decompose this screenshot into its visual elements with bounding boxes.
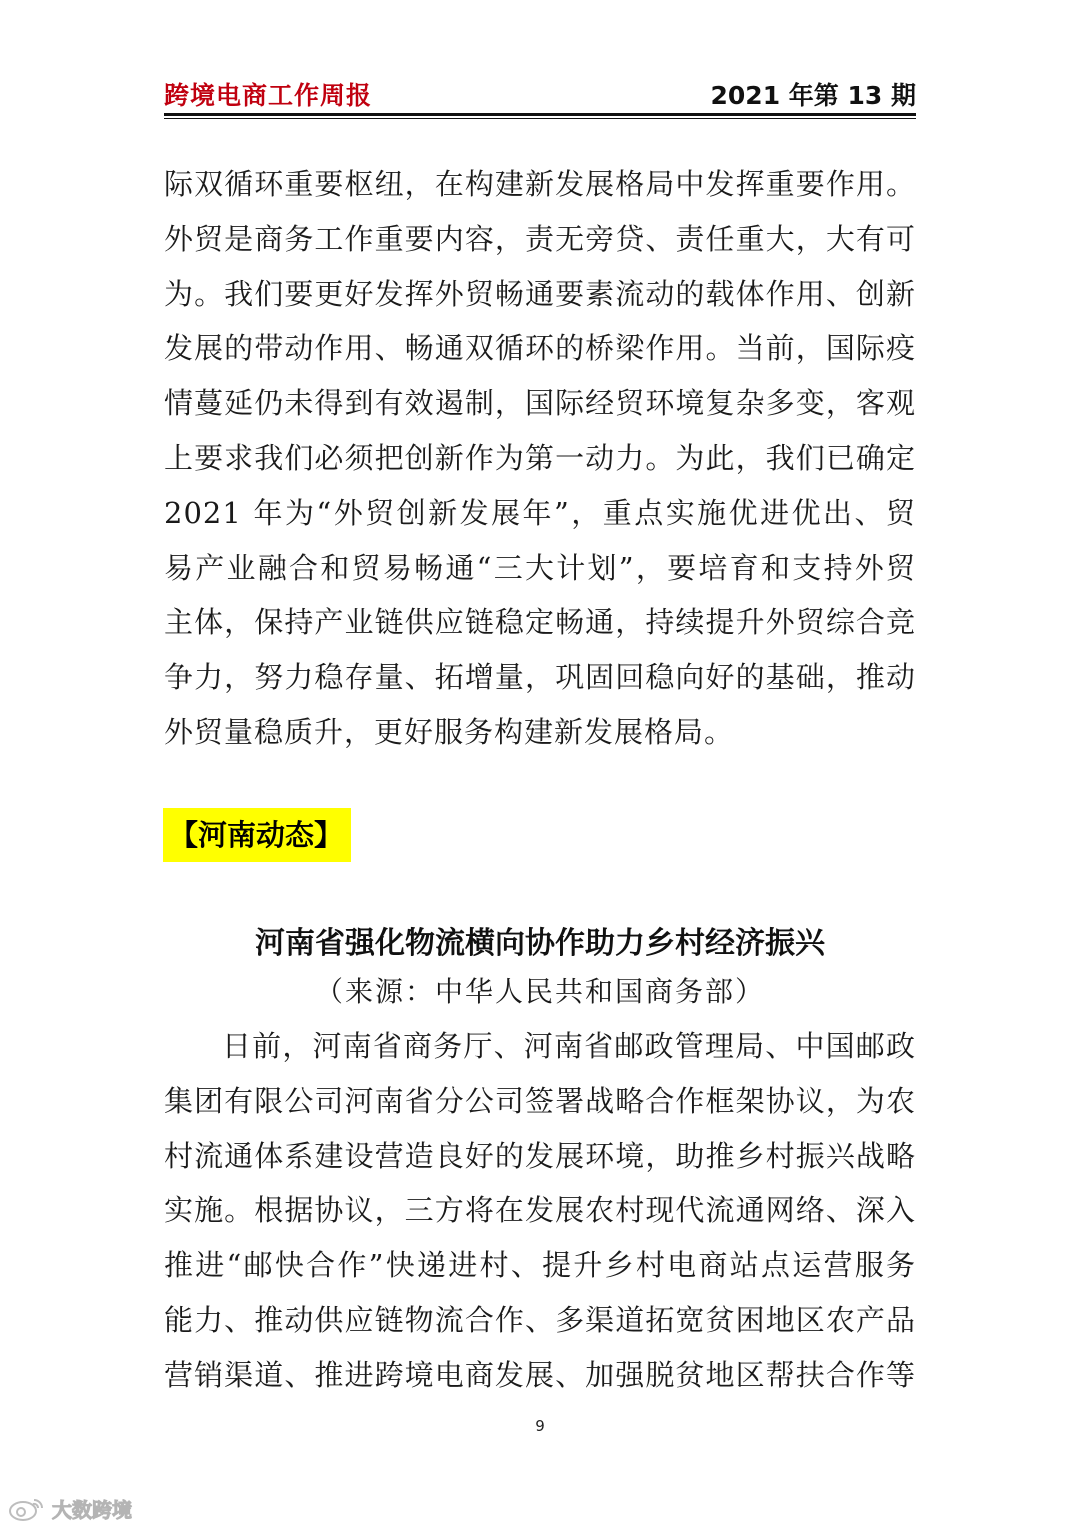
paragraph-line: 发展的带动作用、畅通双循环的桥梁作用。当前，国际疫 xyxy=(164,331,916,366)
issue-number: 2021 年第 13 期 xyxy=(710,81,916,110)
paragraph-line: 情蔓延仍未得到有效遏制，国际经贸环境复杂多变，客观 xyxy=(164,386,916,421)
publication-title: 跨境电商工作周报 xyxy=(164,81,373,110)
paragraph-line: 外贸量稳质升，更好服务构建新发展格局。 xyxy=(164,714,735,749)
paragraph-line: 村流通体系建设营造良好的发展环境，助推乡村振兴战略 xyxy=(164,1138,916,1173)
section-tag-henan-news: 【河南动态】 xyxy=(163,808,351,862)
weibo-logo-icon xyxy=(8,1494,46,1522)
article-body xyxy=(164,1019,916,1403)
watermark xyxy=(8,1493,132,1523)
watermark-text: 大数跨境 xyxy=(52,1497,132,1522)
paragraph-line: 推进“邮快合作”快递进村、提升乡村电商站点运营服务 xyxy=(164,1248,916,1283)
header-divider xyxy=(164,113,916,119)
paragraph-line: 营销渠道、推进跨境电商发展、加强脱贫地区帮扶合作等 xyxy=(164,1357,916,1392)
page-number: 9 xyxy=(535,1417,545,1435)
paragraph-line: 实施。根据协议，三方将在发展农村现代流通网络、深入 xyxy=(164,1193,916,1228)
paragraph-line: 争力，努力稳存量、拓增量，巩固回稳向好的基础，推动 xyxy=(164,660,916,695)
paragraph-line: 际双循环重要枢纽，在构建新发展格局中发挥重要作用。 xyxy=(164,167,916,201)
paragraph-line: 主体，保持产业链供应链稳定畅通，持续提升外贸综合竞 xyxy=(164,605,916,640)
intro-paragraph xyxy=(164,157,916,760)
page-header xyxy=(164,76,916,116)
paragraph-line: 能力、推动供应链物流合作、多渠道拓宽贫困地区农产品 xyxy=(164,1302,916,1337)
paragraph-line: 2021 年为“外贸创新发展年”，重点实施优进优出、贸 xyxy=(164,495,916,530)
paragraph-line: 上要求我们必须把创新作为第一动力。为此，我们已确定 xyxy=(164,440,916,475)
paragraph-line: 外贸是商务工作重要内容，责无旁贷、责任重大，大有可 xyxy=(164,221,916,256)
article-source: （来源：中华人民共和国商务部） xyxy=(314,975,765,1008)
paragraph-line: 为。我们要更好发挥外贸畅通要素流动的载体作用、创新 xyxy=(164,276,916,311)
paragraph-line: 集团有限公司河南省分公司签署战略合作框架协议，为农 xyxy=(164,1083,916,1118)
article-title: 河南省强化物流横向协作助力乡村经济振兴 xyxy=(255,926,825,961)
paragraph-line: 日前，河南省商务厅、河南省邮政管理局、中国邮政 xyxy=(222,1029,916,1063)
paragraph-line: 易产业融合和贸易畅通“三大计划”，要培育和支持外贸 xyxy=(164,550,916,585)
